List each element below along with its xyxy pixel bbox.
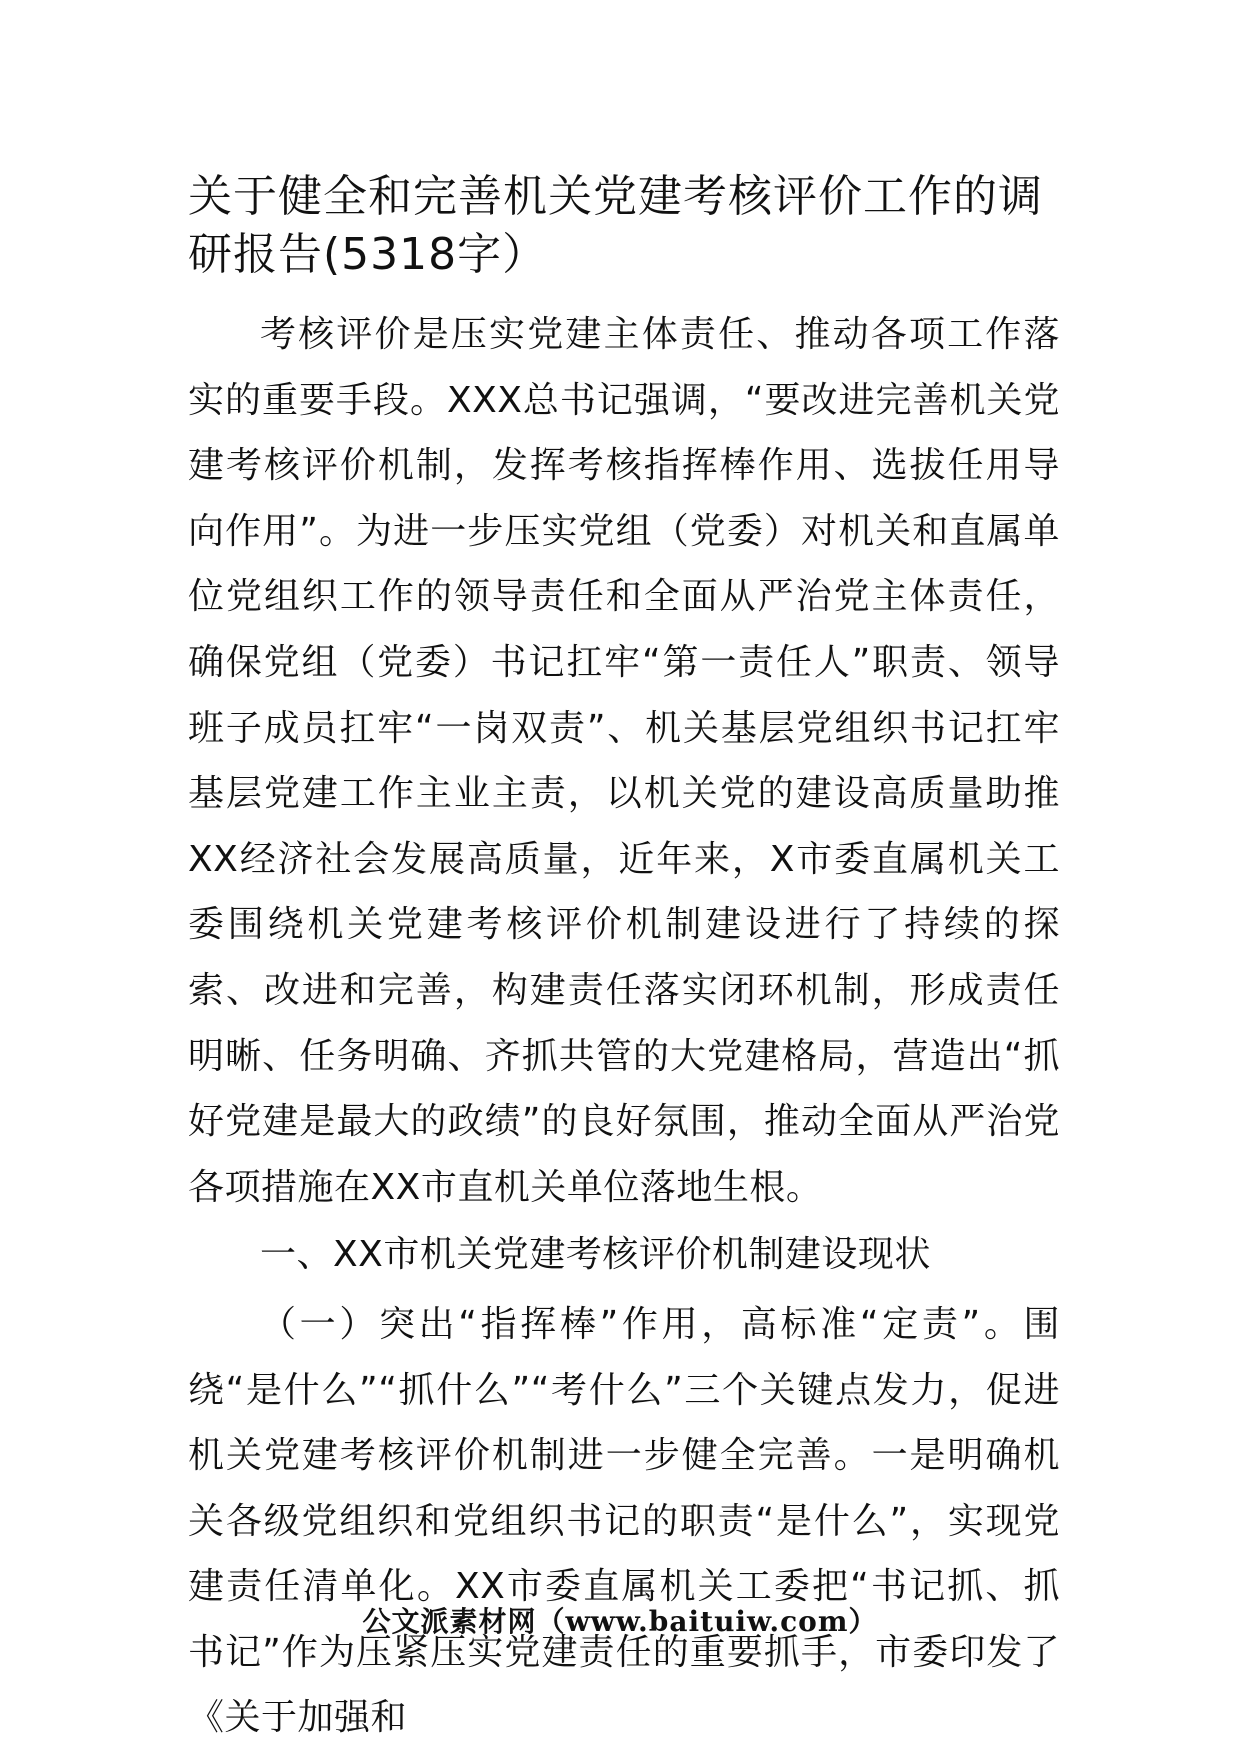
subsection-paragraph: （一）突出“指挥棒”作用，高标准“定责”。围绕“是什么”“抓什么”“考什么”三个关键点发力，促进机关党建考核评价机制进一步健全完善。一是明确机关各级党组织和党组织书记的职责“是什么”，实现党建责任清单化。XX市委直属机关工委把“书记抓、抓书记”作为压紧压实党建责任的重要抓手，市委印发了《关于加强和	[188, 1303, 1060, 1739]
intro-paragraph: 考核评价是压实党建主体责任、推动各项工作落实的重要手段。XXX总书记强调，“要改进完善机关党建考核评价机制，发挥考核指挥棒作用、选拔任用导向作用”。为进一步压实党组（党委）对机关和直属单位党组织工作的领导责任和全面从严治党主体责任，确保党组（党委）书记扛牢“第一责任人”职责、领导班子成员扛牢“一岗双责”、机关基层党组织书记扛牢基层党建工作主业主责，以机关党的建设高质量助推XX经济社会发展高质量，近年来，X市委直属机关工委围绕机关党建考核评价机制建设进行了持续的探索、改进和完善，构建责任落实闭环机制，形成责任明晰、任务明确、齐抓共管的大党建格局，营造出“抓好党建是最大的政绩”的良好氛围，推动全面从严治党各项措施在XX市直机关单位落地生根。	[188, 314, 1060, 1208]
document-title: 关于健全和完善机关党建考核评价工作的调研报告(5318字）	[188, 171, 1043, 280]
footer-watermark: 公文派素材网（www.baituiw.com）	[362, 1605, 878, 1638]
section-heading: 一、XX市机关党建考核评价机制建设现状	[260, 1234, 931, 1276]
document-body	[188, 302, 1060, 1751]
